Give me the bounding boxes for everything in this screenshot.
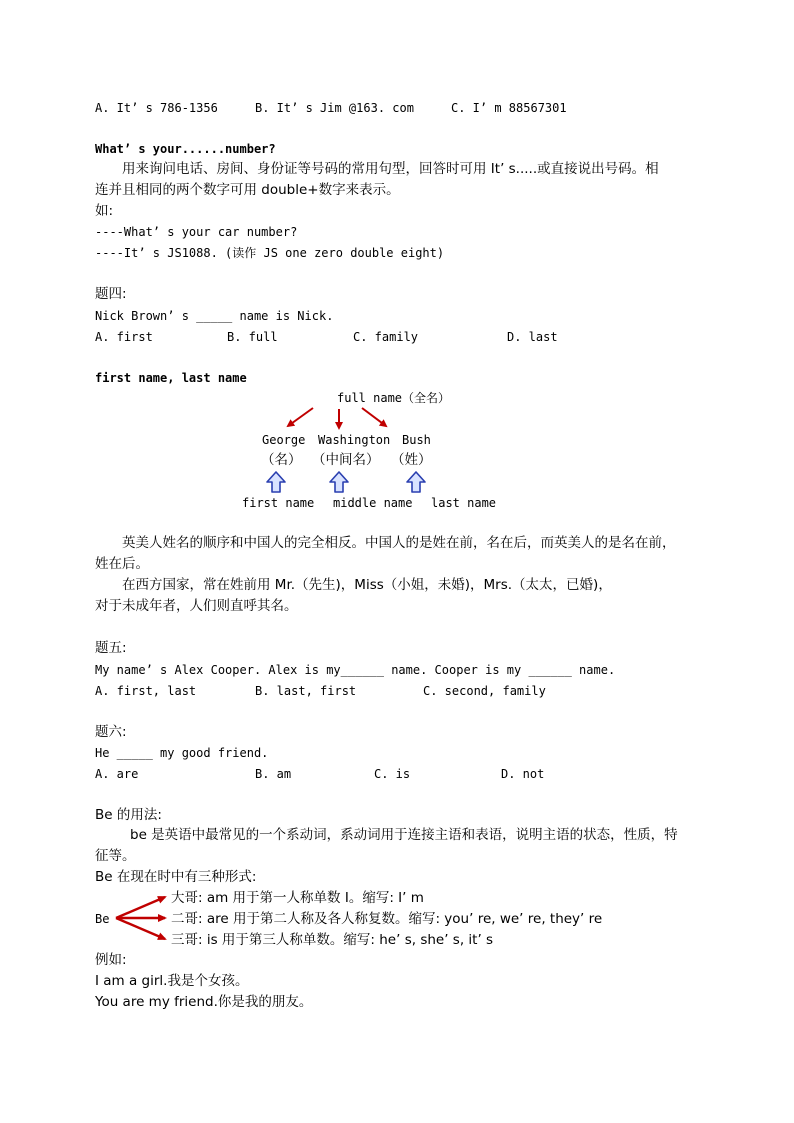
be-form-is: 三哥: is 用于第三人称单数。缩写: he’ s, she’ s, it’ s (171, 932, 494, 948)
number-heading: What’ s your......number? (95, 142, 276, 156)
q6-option-b: B. am (255, 767, 292, 781)
be-example-1: I am a girl.我是个女孩。 (95, 973, 249, 989)
arrow-to-george-icon (288, 408, 313, 426)
full-name-label: full name（全名） (337, 391, 451, 405)
be-heading: Be 的用法: (95, 807, 162, 823)
q4-question: Nick Brown’ s _____ name is Nick. (95, 309, 334, 323)
example-line-2: ----It’ s JS1088. (读作 JS one zero double eight) (95, 246, 445, 260)
middle-name-cn-label: （中间名） (312, 452, 380, 468)
q5-label: 题五: (95, 640, 127, 656)
q4-label: 题四: (95, 286, 127, 302)
example-line-1: ----What’ s your car number? (95, 225, 298, 239)
q5-option-b: B. last, first (255, 684, 357, 698)
q6-question: He _____ my good friend. (95, 746, 269, 760)
be-form-are: 二哥: are 用于第二人称及各人称复数。缩写: you’ re, we’ re, they’ re (171, 911, 603, 927)
ming-label: （名） (261, 452, 302, 468)
washington-label: Washington (318, 433, 391, 447)
middle-name-label: middle name (333, 496, 413, 510)
name-explain-line1b: 姓在后。 (95, 556, 149, 572)
be-example-label: 例如: (95, 952, 127, 968)
name-explain-line1: 英美人姓名的顺序和中国人的完全相反。中国人的是姓在前，名在后，而英美人的是名在前， (122, 535, 676, 551)
number-para-line2: 连并且相同的两个数字可用 double+数字来表示。 (95, 182, 400, 198)
last-name-label: last name (431, 496, 497, 510)
george-label: George (262, 433, 306, 447)
q6-option-d: D. not (501, 767, 545, 781)
q6-option-a: A. are (95, 767, 139, 781)
arrow-to-bush-icon (362, 408, 386, 426)
q4-option-a: A. first (95, 330, 153, 344)
q4-option-d: D. last (507, 330, 558, 344)
q5-option-a: A. first, last (95, 684, 197, 698)
example-label: 如: (95, 203, 114, 219)
be-para-line1b: 征等。 (95, 848, 136, 864)
name-heading: first name, last name (95, 371, 247, 385)
q5-question: My name’ s Alex Cooper. Alex is my______ name. Cooper is my ______ name. (95, 663, 616, 677)
q4-option-b: B. full (227, 330, 278, 344)
xing-label: （姓） (391, 452, 432, 468)
q4-option-c: C. family (353, 330, 419, 344)
q3-option-a: A. It’ s 786-1356 (95, 101, 218, 115)
be-arrow-is-icon (116, 918, 165, 939)
blue-up-arrow-middle-icon (330, 472, 348, 492)
be-para-line1: be 是英语中最常见的一个系动词，系动词用于连接主语和表语，说明主语的状态，性质，特 (130, 827, 678, 843)
bush-label: Bush (402, 433, 431, 447)
be-form-am: 大哥: am 用于第一人称单数 I。缩写: I’ m (171, 890, 424, 906)
q3-option-c: C. I’ m 88567301 (451, 101, 567, 115)
q6-option-c: C. is (374, 767, 411, 781)
first-name-label: first name (242, 496, 315, 510)
be-arrow-am-icon (116, 897, 165, 918)
be-para-line2: Be 在现在时中有三种形式: (95, 869, 257, 885)
name-explain-line3: 对于未成年者，人们则直呼其名。 (95, 598, 298, 614)
q6-label: 题六: (95, 724, 127, 740)
q3-option-b: B. It’ s Jim @163. com (255, 101, 414, 115)
name-explain-line2: 在西方国家，常在姓前用 Mr.（先生)，Miss（小姐，未婚)，Mrs.（太太，已婚)， (122, 577, 612, 593)
be-example-2: You are my friend.你是我的朋友。 (95, 994, 313, 1010)
be-root-label: Be (95, 912, 110, 926)
blue-up-arrow-first-icon (267, 472, 285, 492)
number-para-line1: 用来询问电话、房间、身份证等号码的常用句型，回答时可用 It’ s.....或直接说出号码。相 (122, 161, 659, 177)
q5-option-c: C. second, family (423, 684, 546, 698)
blue-up-arrow-last-icon (407, 472, 425, 492)
